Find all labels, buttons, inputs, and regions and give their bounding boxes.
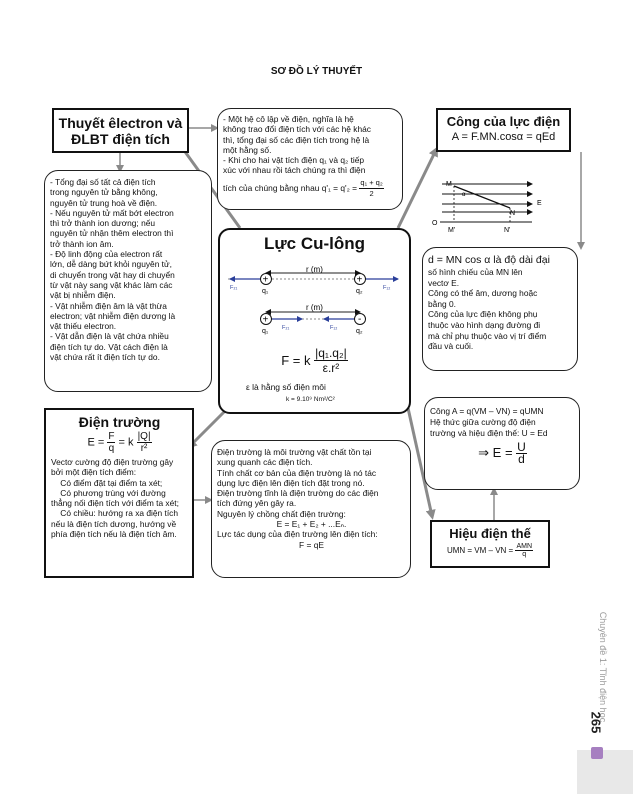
- work-field-figure: [432, 172, 552, 242]
- work-detail-line: Công của lực điện không phụ: [428, 309, 538, 320]
- field-text-line: tích đứng yên gây ra.: [217, 498, 297, 509]
- label-E: E: [537, 200, 542, 207]
- work-detail-line: vectơ E.: [428, 277, 460, 288]
- conservation-fraction: [359, 178, 383, 200]
- field-detail-line: phía điện tích nếu là điện tích âm.: [51, 529, 177, 540]
- conservation-line: một hằng số.: [223, 144, 272, 155]
- field-text-line: Tính chất cơ bản của điện trường là nó tác: [217, 467, 377, 478]
- conservation-law-box: [217, 108, 403, 210]
- fraction-numerator: q₁ + q₂: [359, 178, 383, 189]
- voltage-detail-line: trường và hiệu điện thế: U = Ed: [430, 427, 548, 438]
- field-q-denominator: r²: [140, 443, 148, 454]
- coulomb-fraction: [314, 346, 348, 375]
- label-alpha: α: [462, 192, 466, 198]
- electric-work-formula: A = F.MN.cosα = qEd: [451, 131, 556, 143]
- work-detail-line: bằng 0.: [428, 298, 456, 309]
- field-f-denominator: q: [108, 443, 115, 454]
- coulomb-diagram: [220, 262, 410, 344]
- q1-label-2: q₁: [262, 328, 269, 335]
- arrow-coulomb-topright: [398, 150, 436, 228]
- voltage-detail-line: Hệ thức giữa cường độ điện: [430, 416, 536, 427]
- distance-label-2: r (m): [306, 303, 323, 312]
- field-formula-mid: = k: [118, 436, 134, 449]
- chapter-marker: [591, 747, 603, 759]
- work-detail-line: thuộc vào hình dạng đường đi: [428, 319, 541, 330]
- electron-detail-line: thì trở thành ion dương; nếu: [50, 218, 156, 229]
- electron-detail-line: trở thành ion âm.: [50, 238, 114, 249]
- electron-theory-title-1: Thuyết êlectron và: [58, 115, 183, 131]
- voltage-fraction: [515, 543, 533, 558]
- conservation-line: - Một hệ cô lập về điện, nghĩa là hệ: [223, 114, 354, 124]
- electron-detail-line: - Tổng đại số tất cả điện tích: [50, 177, 156, 187]
- voltage-result-numerator: U: [517, 440, 526, 455]
- coulomb-formula-left: F = k: [281, 353, 311, 368]
- electron-detail-line: - Vật dẫn điện là vật chứa nhiều: [50, 331, 169, 342]
- field-text-line: Điện trường tĩnh là điện trường do các điện: [217, 488, 379, 499]
- superposition-formula: E = E₁ + E₂ + ...Eₙ.: [276, 519, 347, 530]
- charge-minus: -: [358, 314, 362, 325]
- coulomb-title: Lực Cu-lông: [263, 234, 366, 253]
- voltage-box: [430, 520, 550, 568]
- field-text-line: Điện trường là môi trường vật chất tồn tại: [217, 447, 372, 457]
- coulomb-force-box: [218, 228, 411, 414]
- label-M-prime: M': [448, 227, 456, 234]
- electron-detail-line: - Vật nhiễm điện âm là vật thừa: [50, 300, 167, 311]
- field-detail-line: Có chiều: hướng ra xa điện tích: [51, 508, 179, 519]
- conservation-line: không trao đổi điện tích với các hệ khác: [223, 124, 371, 135]
- label-O: O: [432, 220, 438, 227]
- field-detail-line: nếu là điện tích dương, hướng về: [51, 518, 177, 529]
- electric-work-box: [436, 108, 571, 152]
- voltage-result: [430, 442, 575, 465]
- chapter-label: Chuyên đề 1: Tĩnh điện học: [598, 611, 608, 723]
- charge-plus-1: +: [262, 274, 269, 286]
- electron-detail-line: nguyên tử trung hoà về điện.: [50, 197, 158, 208]
- label-N: N: [510, 210, 516, 217]
- q2-label-1: q₂: [356, 288, 363, 295]
- field-fraction-2: [137, 431, 152, 454]
- electron-detail-line: điện tích tự do. Vật cách điện là: [50, 341, 168, 352]
- F21-label-1: F₂₁: [230, 285, 238, 291]
- work-detail-line: số hình chiếu của MN lên: [428, 267, 523, 277]
- field-detail-line: Có điểm đặt tại điểm ta xét;: [51, 477, 163, 488]
- electron-detail-line: di chuyển trong vật hay di chuyển: [50, 269, 175, 280]
- voltage-detail-line: Công A = q(VM – VN) = qUMN: [430, 406, 544, 416]
- electron-detail-line: lớn, dễ dàng bứt khỏi nguyên tử,: [50, 259, 172, 270]
- voltage-title: Hiệu điện thế: [449, 526, 531, 541]
- electron-detail-line: - Độ linh động của electron rất: [50, 249, 163, 260]
- coulomb-formula: [220, 346, 409, 375]
- voltage-denominator: q: [522, 551, 527, 558]
- electron-detail-line: vật thiếu electron.: [50, 321, 117, 332]
- electron-detail-line: vật chứa rất ít điện tích tự do.: [50, 352, 160, 363]
- electric-field-title: Điện trường: [78, 414, 161, 430]
- label-M: M: [446, 181, 452, 188]
- conservation-line: thì, tổng đại số các điện tích trong hệ là: [223, 134, 370, 145]
- distance-label-1: r (m): [306, 265, 323, 274]
- F12-label-1: F₁₂: [383, 285, 391, 291]
- electron-theory-box: [52, 108, 189, 153]
- field-q-numerator: |Q|: [137, 431, 151, 442]
- electron-theory-title-2: ĐLBT điện tích: [71, 131, 170, 147]
- electron-detail-line: - Nếu nguyên tử mất bớt electron: [50, 207, 174, 218]
- q1-label-1: q₁: [262, 288, 269, 295]
- F21-label-2: F₂₁: [282, 325, 290, 331]
- field-detail-line: bởi một điện tích điểm:: [51, 467, 137, 478]
- electric-field-box: [44, 408, 194, 578]
- electric-work-title: Công của lực điện: [446, 114, 561, 129]
- electron-theory-details-box: [44, 170, 212, 392]
- voltage-result-denominator: d: [518, 452, 525, 467]
- page-number: 265: [588, 711, 604, 734]
- field-text-line: dụng lực điện lên điện tích đặt trong nó.: [217, 477, 365, 488]
- field-force-formula: F = qE: [299, 539, 324, 550]
- field-detail-line: thẳng nối điện tích với điểm ta xét;: [51, 498, 179, 509]
- field-detail-line: Có phương trùng với đường: [51, 487, 166, 498]
- q2-label-2: q₂: [356, 328, 363, 335]
- electron-detail-line: vật bị nhiễm điện.: [50, 290, 116, 301]
- charge-plus-3: +: [262, 314, 269, 326]
- electron-detail-line: từ vật này sang vật khác làm các: [50, 279, 173, 290]
- voltage-formula-left: UMN = VM – VN =: [446, 546, 514, 555]
- work-detail-line: d = MN cos α là độ dài đại: [428, 254, 550, 266]
- field-detail-line: Vectơ cường độ điện trường gây: [51, 457, 174, 467]
- electron-detail-line: nguyên tử nhận thêm electron thì: [50, 228, 174, 239]
- field-text-line: Nguyên lý chồng chất điện trường:: [217, 508, 346, 519]
- electron-detail-line: electron; vật nhiễm điện dương là: [50, 310, 176, 321]
- coulomb-numerator: |q₁.q₂|: [315, 346, 347, 360]
- conservation-line: xúc với nhau rồi tách chúng ra thì điện: [223, 165, 366, 176]
- charge-plus-2: +: [356, 274, 363, 286]
- epsilon-note: ε là hằng số điện môi: [246, 382, 326, 392]
- fraction-denominator: 2: [369, 189, 374, 199]
- coulomb-denominator: ε.r²: [322, 361, 340, 375]
- work-detail-line: đầu và cuối.: [428, 341, 474, 352]
- work-detail-line: mà chỉ phụ thuộc vào vị trí điểm: [428, 330, 547, 341]
- k-constant-note: k = 9.10⁹ Nm²/C²: [286, 396, 335, 403]
- label-N-prime: N': [504, 227, 511, 234]
- field-fraction-1: [107, 431, 115, 454]
- conservation-equation: tích của chúng bằng nhau q'₁ = q'₂ =: [223, 182, 358, 193]
- conservation-last-line: [223, 178, 398, 200]
- electric-field-details-box: [211, 440, 411, 578]
- voltage-result-fraction: [516, 442, 527, 465]
- electric-field-formula: [51, 431, 188, 454]
- field-formula-left: E =: [87, 436, 105, 449]
- electron-detail-line: trong nguyên tử bằng không,: [50, 187, 158, 198]
- field-f-numerator: F: [108, 431, 115, 442]
- voltage-details-box: [424, 397, 580, 490]
- conservation-line: - Khi cho hai vật tích điện q₁ và q₂ tiếp: [223, 155, 365, 166]
- work-detail-line: Công có thể âm, dương hoặc: [428, 288, 538, 299]
- field-text-line: xung quanh các điện tích.: [217, 457, 313, 468]
- work-details-box: [422, 247, 578, 371]
- field-force-line: Lực tác dụng của điện trường lên điện tích:: [217, 529, 378, 540]
- page-title: SƠ ĐỒ LÝ THUYẾT: [270, 66, 363, 77]
- F12-label-2: F₁₂: [330, 325, 338, 331]
- voltage-result-left: ⇒ E =: [478, 445, 513, 461]
- voltage-numerator: AMN: [516, 543, 533, 550]
- voltage-formula: [432, 543, 548, 558]
